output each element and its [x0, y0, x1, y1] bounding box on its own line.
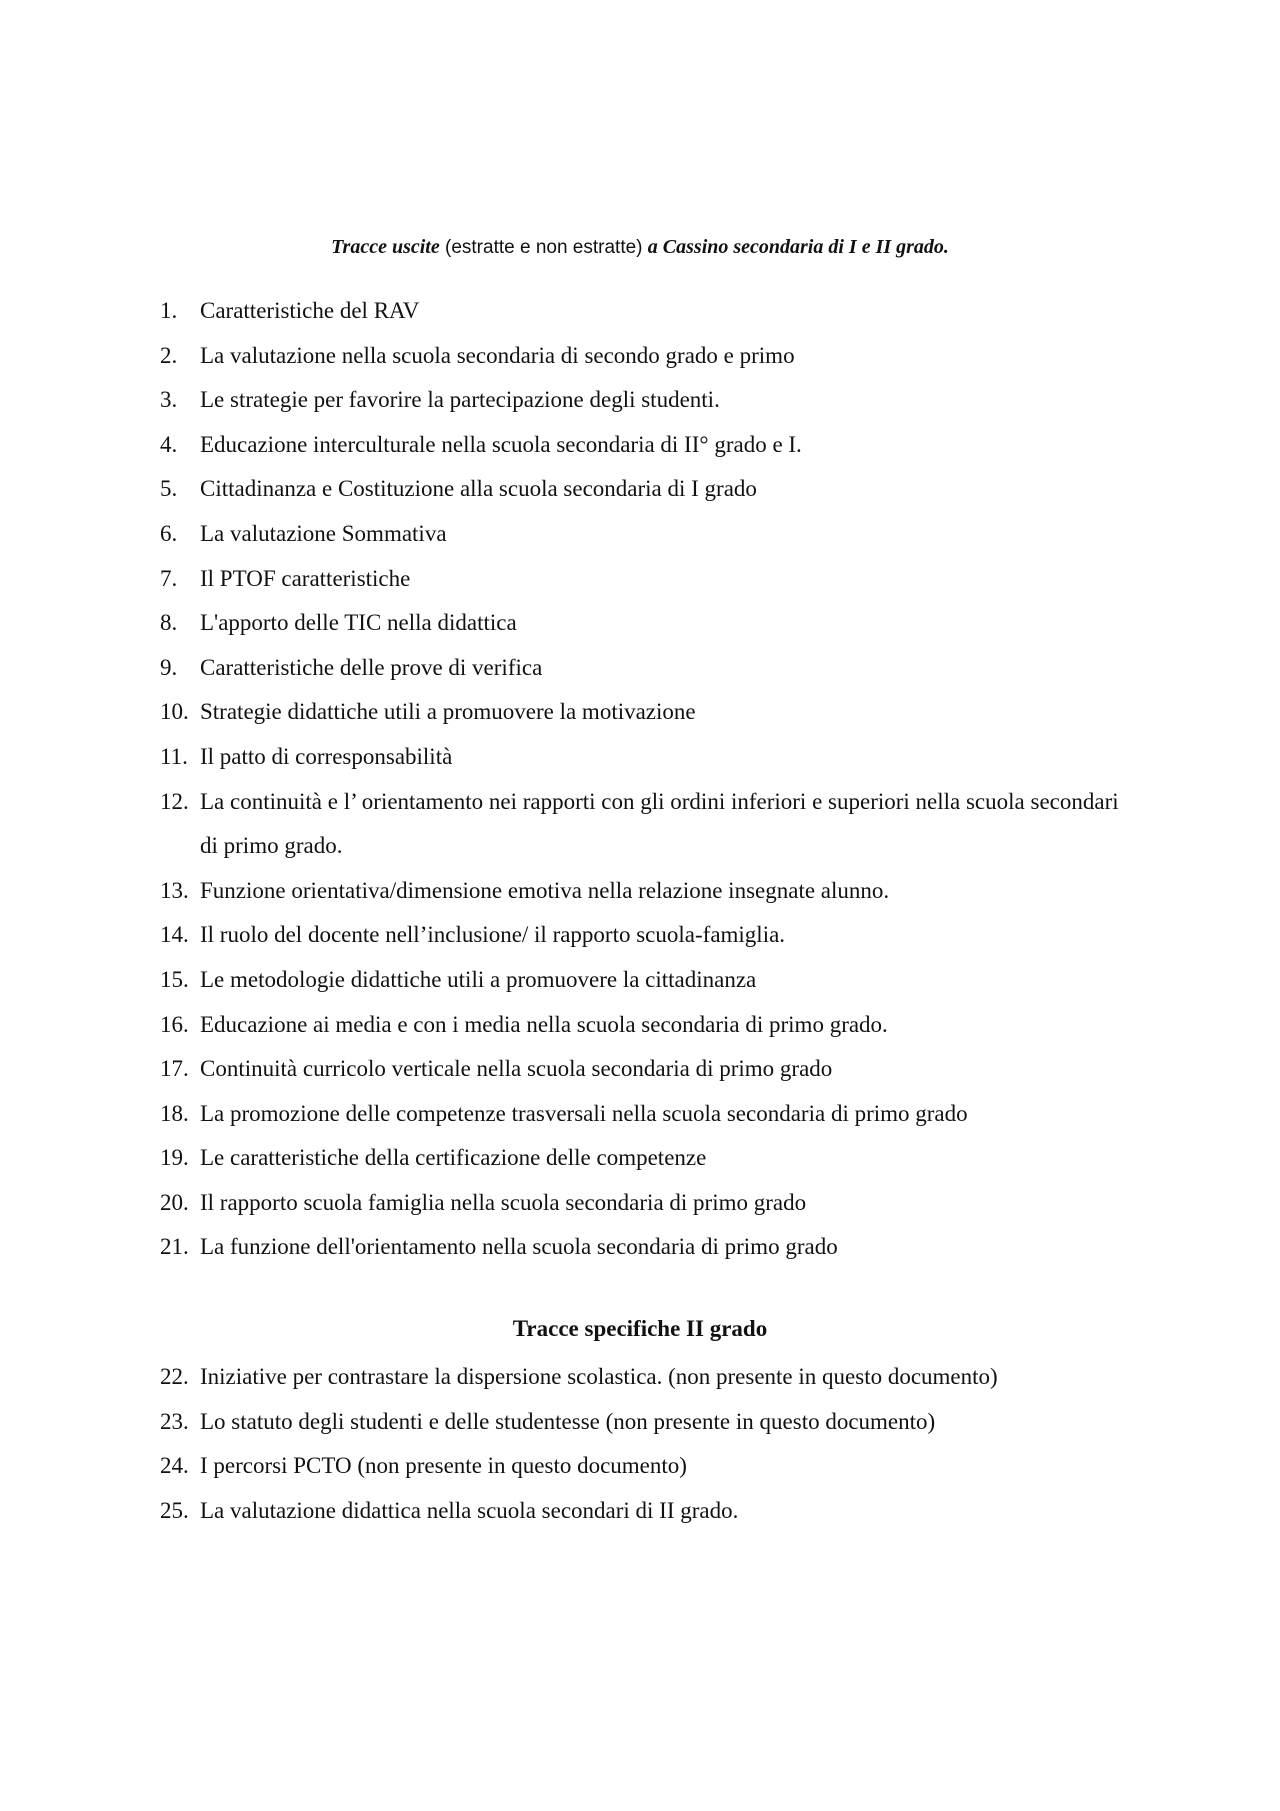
item-number: 15.: [160, 966, 189, 992]
item-text: Lo statuto degli studenti e delle studentesse (non presente in questo documento): [200, 1408, 936, 1434]
item-number: 24.: [160, 1453, 189, 1479]
item-number: 17.: [160, 1056, 189, 1082]
list-item: [160, 690, 1140, 735]
item-number: 23.: [160, 1408, 189, 1434]
item-number: 6.: [160, 520, 178, 546]
item-number: 4.: [160, 431, 178, 457]
item-number: 2.: [160, 342, 178, 368]
list-item: [160, 646, 1140, 691]
list-item: [160, 1225, 1140, 1270]
item-number: 5.: [160, 476, 178, 502]
item-text: Educazione interculturale nella scuola secondaria di II° grado e I.: [200, 431, 802, 457]
item-text: Educazione ai media e con i media nella scuola secondaria di primo grado.: [200, 1011, 888, 1037]
list-item: [160, 601, 1140, 646]
item-text: La valutazione Sommativa: [200, 520, 447, 546]
list-item: [160, 1400, 1140, 1445]
list-item: [160, 735, 1140, 780]
item-text: La funzione dell'orientamento nella scuola secondaria di primo grado: [200, 1234, 838, 1260]
item-number: 1.: [160, 298, 178, 323]
item-text: L'apporto delle TIC nella didattica: [200, 610, 517, 636]
list-item: [160, 869, 1140, 914]
list-item: [160, 557, 1140, 602]
list-item: [160, 512, 1140, 557]
second-grade-topic-list: [160, 1355, 1140, 1533]
item-text: I percorsi PCTO (non presente in questo documento): [200, 1453, 687, 1479]
item-text: La continuità e l’ orientamento nei rapporti con gli ordini inferiori e superiori nella scuola secondari di primo grado.: [200, 788, 1119, 859]
item-number: 11.: [160, 743, 188, 769]
item-text: Il patto di corresponsabilità: [200, 743, 453, 769]
title-part-3: a Cassino secondaria di I e II grado.: [647, 236, 949, 258]
list-item: [160, 913, 1140, 958]
item-number: 20.: [160, 1189, 189, 1215]
list-item: [160, 378, 1140, 423]
item-number: 8.: [160, 610, 178, 636]
list-item: [160, 1092, 1140, 1137]
item-text: La valutazione didattica nella scuola secondari di II grado.: [200, 1497, 739, 1523]
item-text: Il ruolo del docente nell’inclusione/ il rapporto scuola-famiglia.: [200, 922, 786, 948]
item-text: Caratteristiche delle prove di verifica: [200, 654, 543, 680]
item-number: 16.: [160, 1011, 189, 1037]
document-title: [0, 234, 1280, 261]
item-number: 21.: [160, 1234, 189, 1260]
list-item: [160, 1181, 1140, 1226]
list-item: [160, 423, 1140, 468]
title-part-2: (estratte e non estratte): [439, 237, 648, 258]
item-number: 22.: [160, 1364, 189, 1389]
item-number: 19.: [160, 1145, 189, 1171]
title-part-1: Tracce uscite: [331, 236, 440, 258]
list-item: [160, 958, 1140, 1003]
item-number: 10.: [160, 699, 189, 725]
item-text: Il rapporto scuola famiglia nella scuola secondaria di primo grado: [200, 1189, 807, 1215]
item-number: 13.: [160, 877, 189, 903]
item-text: Le caratteristiche della certificazione delle competenze: [200, 1145, 707, 1171]
list-item: [160, 1489, 1140, 1534]
list-item: [160, 1444, 1140, 1489]
item-text: Funzione orientativa/dimensione emotiva nella relazione insegnate alunno.: [200, 877, 890, 903]
list-item: [160, 334, 1140, 379]
item-number: 7.: [160, 565, 178, 591]
item-number: 25.: [160, 1497, 189, 1523]
item-text: Caratteristiche del RAV: [200, 298, 420, 323]
item-text: Le strategie per favorire la partecipazione degli studenti.: [200, 387, 720, 413]
list-item: [160, 1136, 1140, 1181]
item-text: Le metodologie didattiche utili a promuovere la cittadinanza: [200, 966, 757, 992]
main-topic-list: [160, 289, 1140, 1270]
list-item: [160, 289, 1140, 334]
list-item: [160, 1047, 1140, 1092]
item-number: 14.: [160, 922, 189, 948]
item-text: La promozione delle competenze trasversali nella scuola secondaria di primo grado: [200, 1100, 968, 1126]
list-item: [160, 780, 1140, 869]
item-text: Cittadinanza e Costituzione alla scuola secondaria di I grado: [200, 476, 757, 502]
item-text: Strategie didattiche utili a promuovere la motivazione: [200, 699, 696, 725]
item-text: La valutazione nella scuola secondaria di secondo grado e primo: [200, 342, 795, 368]
item-text: Continuità curricolo verticale nella scuola secondaria di primo grado: [200, 1056, 833, 1082]
list-item: [160, 1003, 1140, 1048]
item-text: Il PTOF caratteristiche: [200, 565, 411, 591]
item-number: 3.: [160, 387, 178, 413]
list-item: [160, 467, 1140, 512]
list-item: [160, 1355, 1140, 1400]
section-heading: Tracce specifiche II grado: [512, 1316, 768, 1341]
item-number: 9.: [160, 654, 178, 680]
item-text: Iniziative per contrastare la dispersione scolastica. (non presente in questo documento): [200, 1364, 998, 1389]
item-number: 18.: [160, 1100, 189, 1126]
item-number: 12.: [160, 788, 189, 814]
